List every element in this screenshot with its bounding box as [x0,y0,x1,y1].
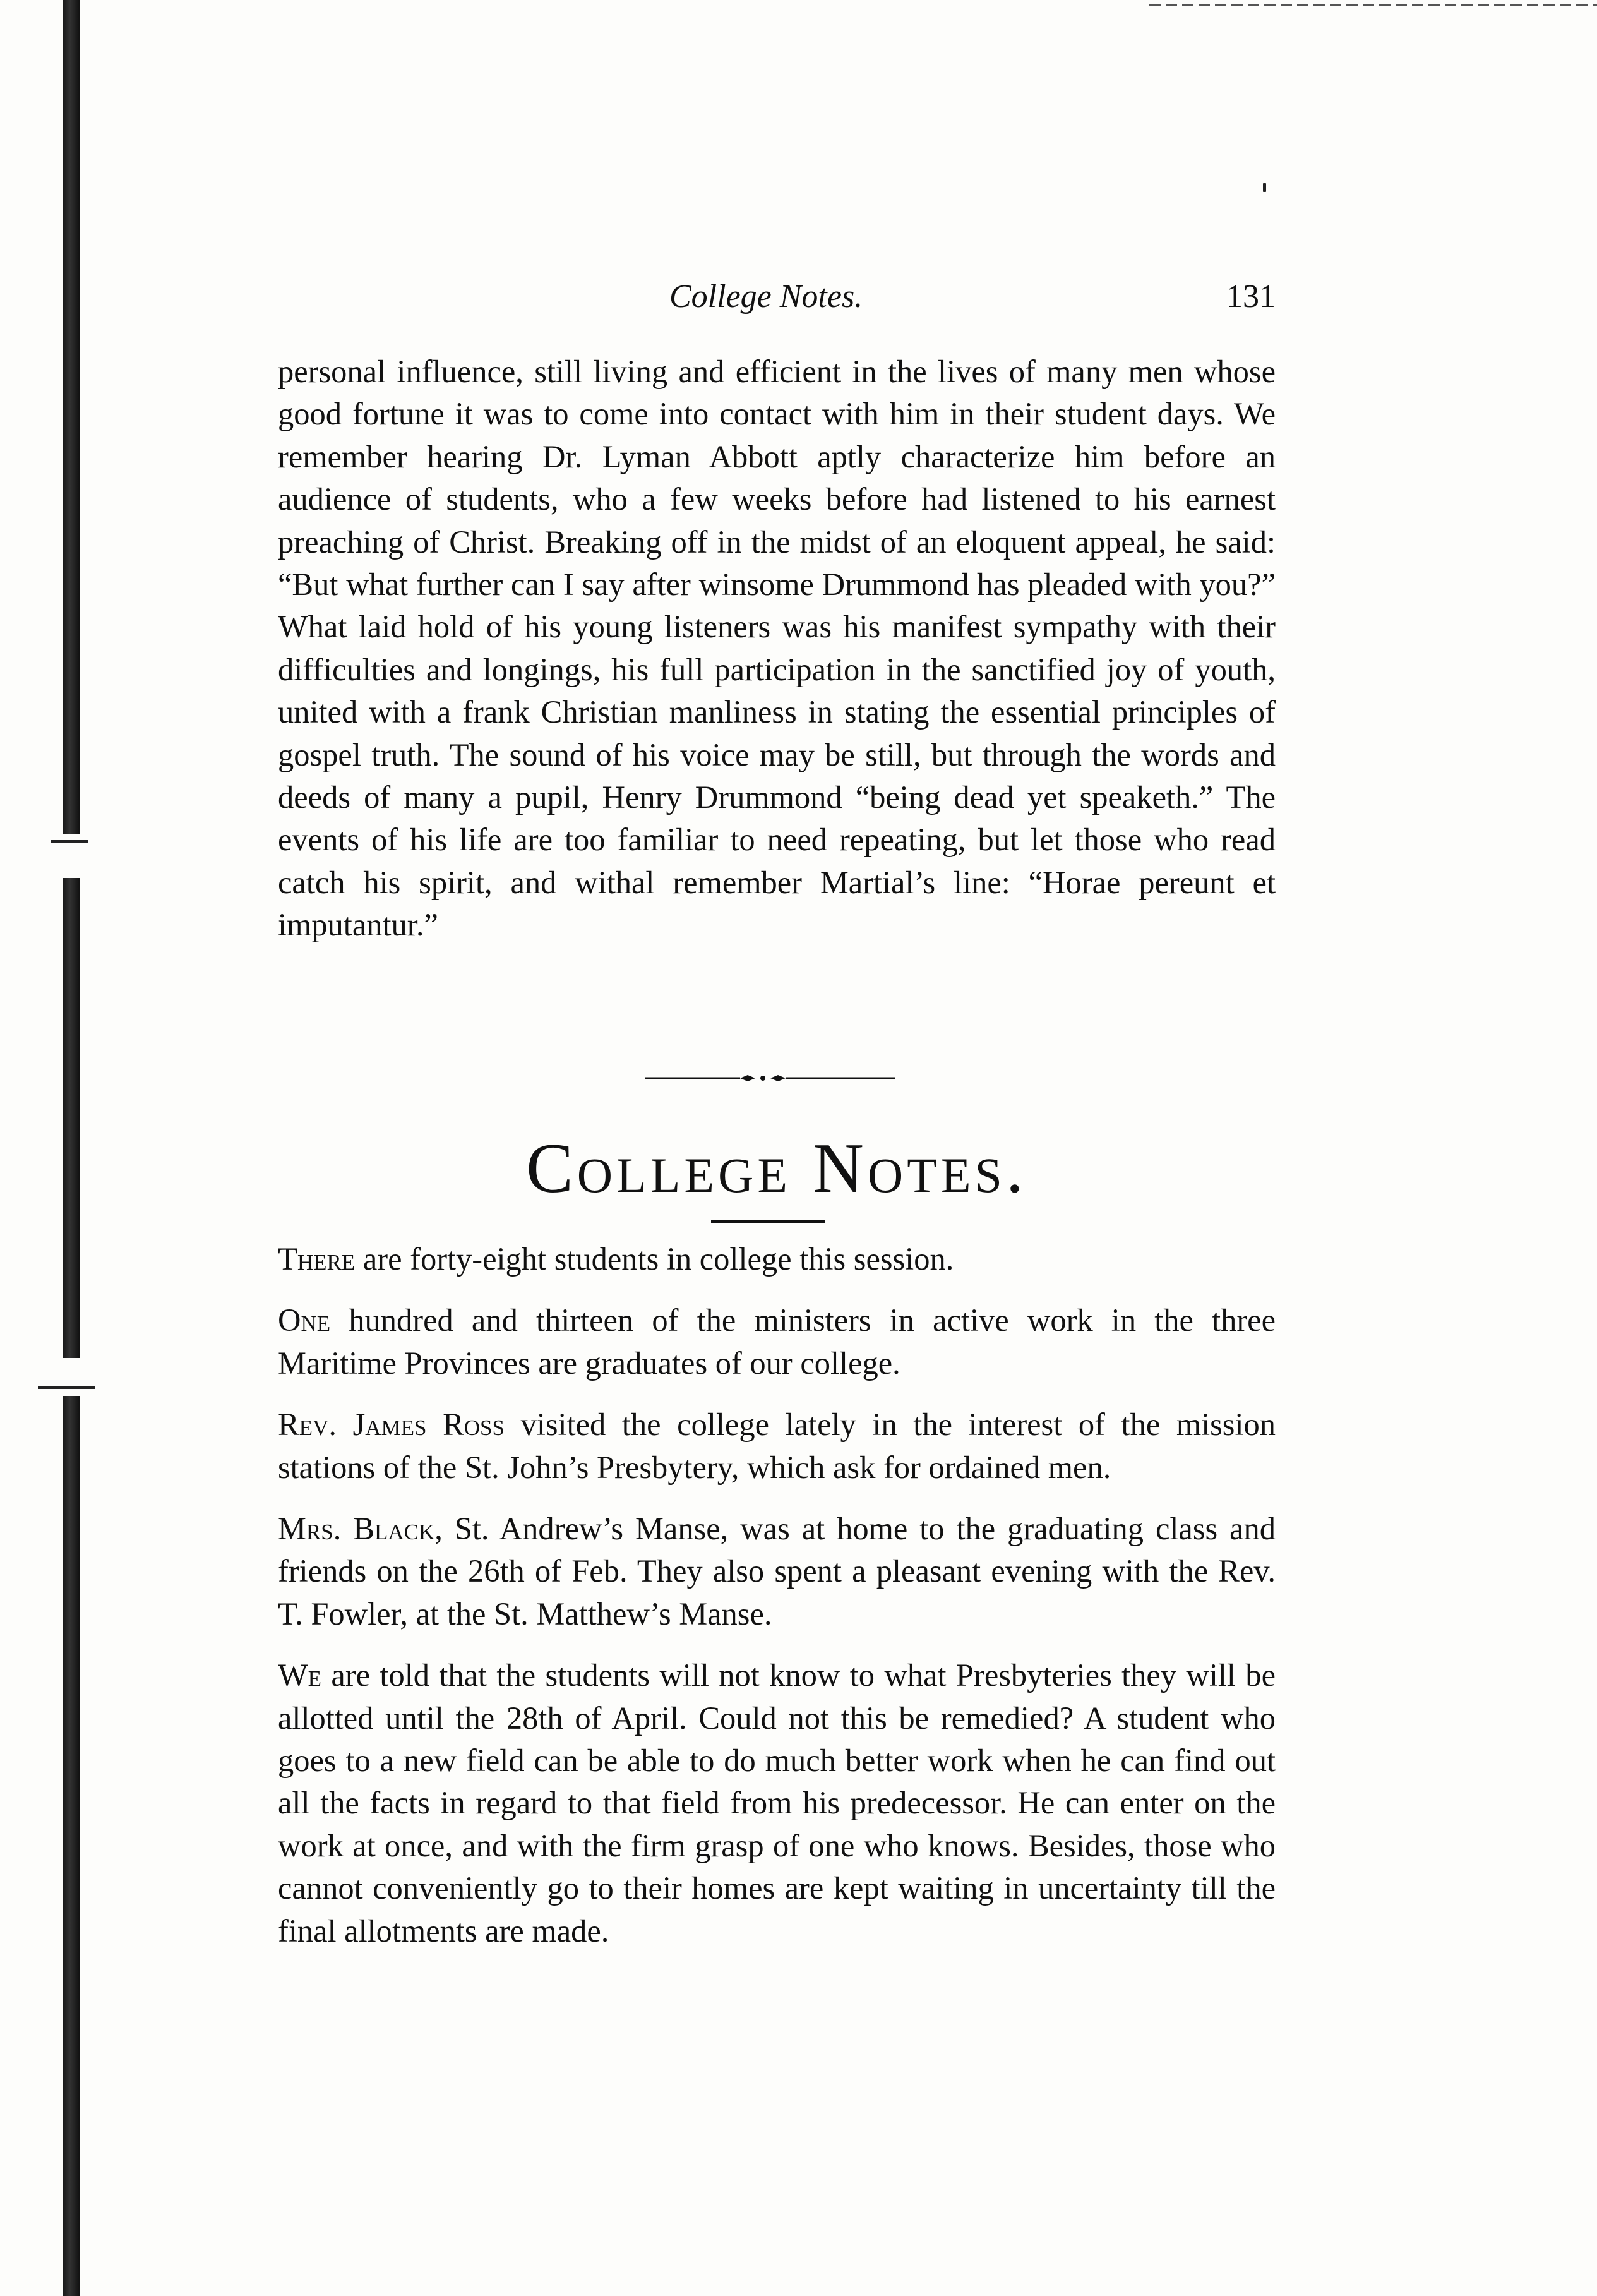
note-item [278,1403,1276,1489]
note-lead: We [278,1657,322,1693]
page-number: 131 [1226,279,1276,315]
binding-mark [51,840,88,843]
note-item [278,1508,1276,1635]
note-item [278,1238,1276,1280]
title-underline [711,1220,825,1223]
note-text: visited the college lately in the interest of the mission stations of the St. John’s Presbytery, which ask for ordained men. [278,1407,1276,1485]
section-title: College Notes. [526,1129,1027,1208]
note-text: are told that the students will not know to what Presbyteries they will be allotted until the 28th of April. Could not this be remedied? A student who goes to a new field can be able to do much better work when he can find out all the facts in regard to that field from his predecessor. He can enter on the work at once, and with the firm grasp of one who knows. Besides, those who cannot conveniently go to their homes are kept waiting in uncertainty till the final allotments are made. [278,1657,1276,1949]
ornament-divider [645,1074,895,1083]
note-item [278,1654,1276,1952]
note-lead: Rev. James Ross [278,1407,505,1443]
note-lead: There [278,1241,356,1277]
running-head [278,278,1276,322]
scan-speck [1263,183,1266,192]
note-item [278,1299,1276,1385]
paragraph-text: personal influence, still living and efficient in the lives of many men whose good fortune it was to come into contact with him in their student days. We remember hearing Dr. Lyman Abbott aptly characterize him before an audience of students, who a few weeks before had listened to his earnest preaching of Christ. Breaking off in the midst of an eloquent appeal, he said: “But what further can I say after winsome Drummond has pleaded with you?” What laid hold of his young listeners was his manifest sympathy with their difficulties and longings, his full participation in the sanctified joy of youth, united with a frank Christian manliness in stating the essential principles of gospel truth. The sound of his voice may be still, but through the words and deeds of many a pupil, Henry Drummond “being dead yet speaketh.” The events of his life are too familiar to need repeating, but let those who read catch his spirit, and withal remember Martial’s line: “Horae pereunt et imputantur.” [278,354,1276,943]
note-text: , St. Andrew’s Manse, was at home to the graduating class and friends on the 26th of Feb. They also spent a pleasant evening with the Rev. T. Fowler, at the St. Matthew’s Manse. [278,1511,1276,1632]
scan-top-rule [1149,4,1597,6]
running-title: College Notes. [669,279,863,315]
note-text: are forty-eight students in college this session. [355,1241,954,1277]
note-lead: Mrs. Black [278,1511,435,1547]
binding-gap [61,1358,83,1396]
note-text: hundred and thirteen of the ministers in active work in the three Maritime Provinces are graduates of our college. [278,1302,1276,1381]
binding-edge [63,0,80,2296]
note-lead: One [278,1302,331,1338]
college-notes-list [278,1238,1276,1971]
continuation-paragraph [278,351,1276,947]
binding-mark [38,1386,95,1389]
